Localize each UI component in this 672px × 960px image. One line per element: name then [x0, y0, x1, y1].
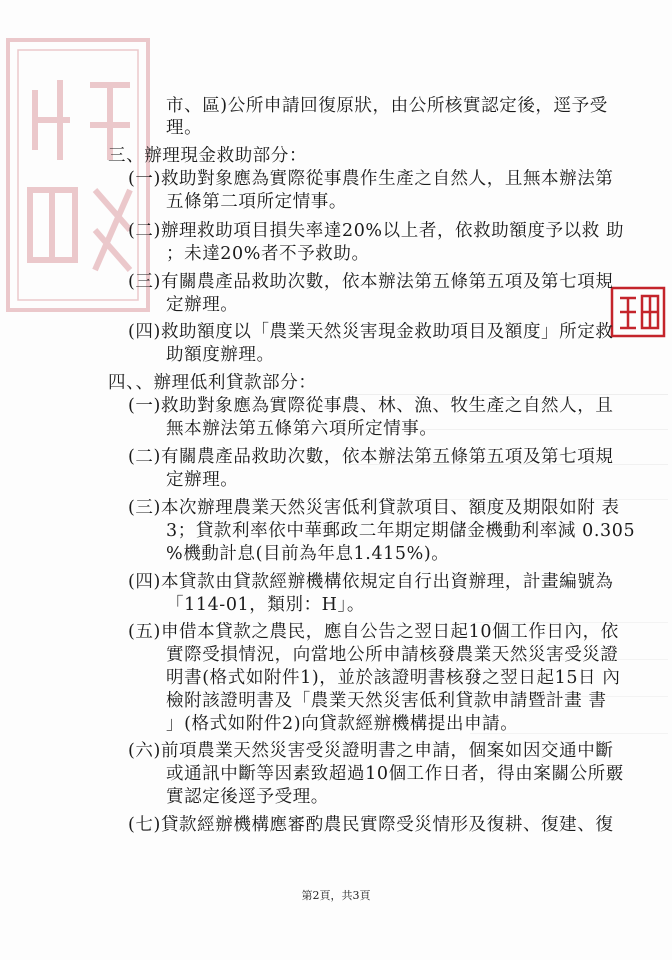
text-line: (五)申借本貸款之農民，應自公告之翌日起10個工作日內，依	[128, 622, 619, 642]
text-line: 無本辦法第五條第六項所定情事。	[166, 419, 438, 439]
text-line: (三)本次辦理農業天然災害低利貸款項目、額度及期限如附 表	[128, 498, 620, 518]
text-line: (一)救助對象應為實際從事農、林、漁、牧生產之自然人，且	[128, 396, 614, 416]
text-line: ；未達20%者不予救助。	[166, 244, 370, 264]
text-line: (七)貸款經辦機構應審酌農民實際受災情形及復耕、復建、復	[128, 815, 614, 835]
text-line: (六)前項農業天然災害受災證明書之申請，個案如因交通中斷	[128, 741, 614, 761]
text-line: 實認定後逕予受理。	[166, 787, 329, 807]
section-heading: 三、辦理現金救助部分：	[108, 146, 308, 166]
text-line: %機動計息(目前為年息1.415%)。	[166, 544, 450, 564]
text-line: 實際受損情況，向當地公所申請核發農業天然災害受災證	[166, 645, 619, 665]
text-line: 理。	[166, 118, 203, 138]
page-footer: 第2頁，共3頁	[301, 889, 371, 902]
text-line: 或通訊中斷等因素致超過10個工作日者，得由案關公所覈	[166, 764, 624, 784]
text-line: 「114-01，類別：H」。	[166, 595, 365, 615]
text-line: (一)救助對象應為實際從事農作生產之自然人，且無本辦法第	[128, 169, 614, 189]
text-line: (二)辦理救助項目損失率達20%以上者，依救助額度予以救 助	[128, 221, 625, 241]
text-line: (三)有關農產品救助次數，依本辦法第五條第五項及第七項規	[128, 272, 614, 292]
text-line: 明書(格式如附件1)，並於該證明書核發之翌日起15日 內	[166, 668, 621, 688]
text-line: 五條第二項所定情事。	[166, 192, 347, 212]
text-line: (四)救助額度以「農業天然災害現金救助項目及額度」所定救	[128, 322, 614, 342]
text-line: 助額度辦理。	[166, 345, 275, 365]
red-stamp-seal	[608, 282, 668, 342]
text-line: 檢附該證明書及「農業天然災害低利貸款申請暨計畫 書	[166, 691, 607, 711]
text-line: 市、區)公所申請回復原狀，由公所核實認定後，逕予受	[166, 96, 608, 116]
text-line: (二)有關農產品救助次數，依本辦法第五條第五項及第七項規	[128, 447, 614, 467]
text-line: 3；貸款利率依中華郵政二年期定期儲金機動利率減 0.305	[166, 521, 636, 541]
text-line: 定辦理。	[166, 295, 239, 315]
text-line: 」(格式如附件2)向貸款經辦機構提出申請。	[166, 714, 519, 734]
text-line: (四)本貸款由貸款經辦機構依規定自行出資辦理，計畫編號為	[128, 572, 614, 592]
section-heading: 四、、辦理低利貸款部分：	[108, 373, 317, 393]
text-line: 定辦理。	[166, 470, 239, 490]
